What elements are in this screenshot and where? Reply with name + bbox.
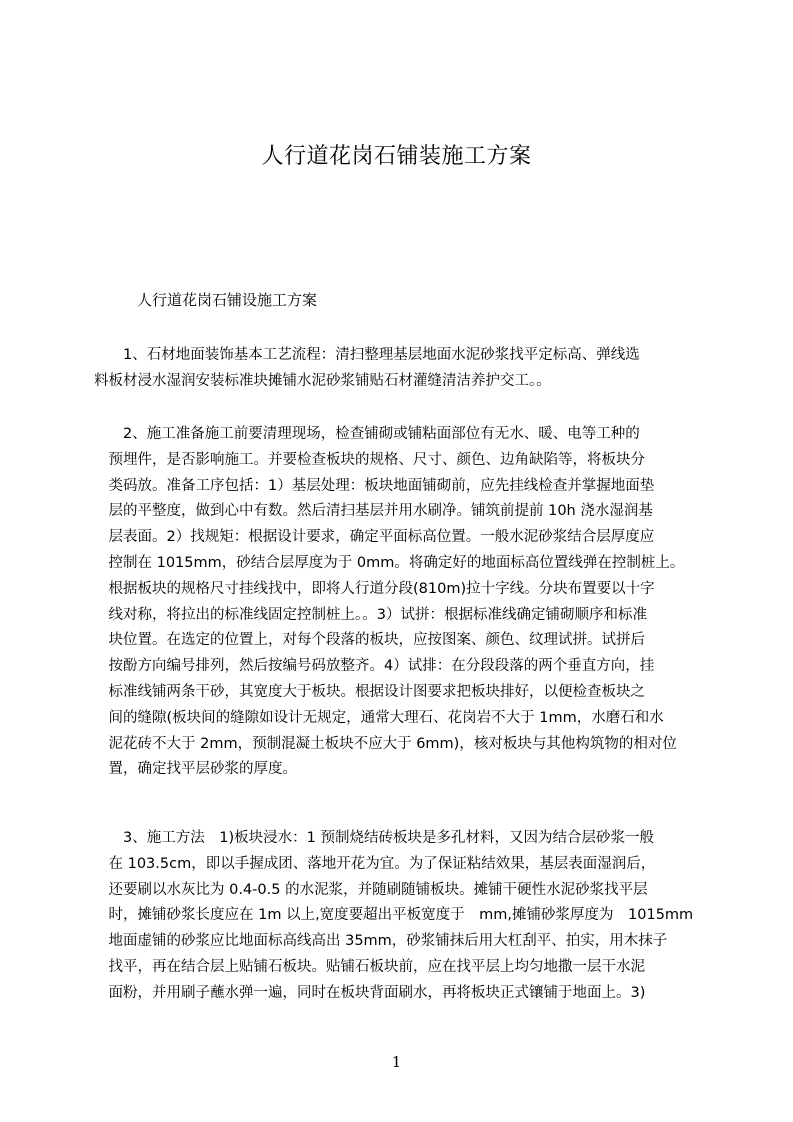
paragraph-line: 料板材浸水湿润安装标准块摊铺水泥砂浆铺贴石材灌缝清洁养护交工。。 xyxy=(94,372,551,389)
paragraph-line: 块位置。在选定的位置上，对每个段落的板块，应按图案、颜色、纹理试拼。试拼后 xyxy=(94,632,645,649)
paragraph-line: 面粉，并用刷子蘸水弹一遍，同时在板块背面刷水，再将板块正式镶铺于地面上。3) xyxy=(94,984,646,1001)
paragraph-line: 还要刷以水灰比为 0.4-0.5 的水泥浆，并随刷随铺板块。摊铺干硬性水泥砂浆找平层 xyxy=(94,881,648,898)
paragraph-line: 间的缝隙(板块间的缝隙如设计无规定，通常大理石、花岗岩不大于 1mm，水磨石和水 xyxy=(94,709,664,726)
paragraph-line: 1、石材地面装饰基本工艺流程：清扫整理基层地面水泥砂浆找平定标高、弹线选 xyxy=(94,347,640,363)
paragraph-2 xyxy=(94,422,712,783)
paragraph-line: 泥花砖不大于 2mm，预制混凝土板块不应大于 6mm)，核对板块与其他构筑物的相对位 xyxy=(94,735,677,752)
paragraph-line: 置，确定找平层砂浆的厚度。 xyxy=(94,761,297,778)
page-title: 人行道花岗石铺装施工方案 xyxy=(261,144,532,169)
paragraph-line: 层的平整度，做到心中有数。然后清扫基层并用水刷净。铺筑前提前 10h 浇水湿润基 xyxy=(94,503,653,520)
paragraph-line: 3、施工方法 1)板块浸水：1 预制烧结砖板块是多孔材料，又因为结合层砂浆一般 xyxy=(94,830,654,846)
paragraph-line: 类码放。准备工序包括：1）基层处理：板块地面铺砌前，应先挂线检查并掌握地面垫 xyxy=(94,477,655,494)
paragraph-line: 按酚方向编号排列，然后按编号码放整齐。4）试排：在分段段落的两个垂直方向，挂 xyxy=(94,658,655,675)
paragraph-line: 根据板块的规格尺寸挂线找中，即将人行道分段(810m)拉十字线。分块布置要以十字 xyxy=(94,580,655,597)
paragraph-line: 在 103.5cm，即以手握成团、落地开花为宜。为了保证粘结效果，基层表面湿润后， xyxy=(94,855,656,872)
paragraph-line: 地面虚铺的砂浆应比地面标高线高出 35mm，砂浆铺抹后用大杠刮平、拍实，用木抹子 xyxy=(94,933,668,950)
paragraph-line: 层表面。2）找规矩：根据设计要求，确定平面标高位置。一般水泥砂浆结合层厚度应 xyxy=(94,529,655,546)
paragraph-line: 标准线铺两条干砂，其宽度大于板块。根据设计图要求把板块排好，以便检查板块之 xyxy=(94,683,645,700)
page-number: 1 xyxy=(391,1053,402,1071)
paragraph-line: 线对称，将拉出的标准线固定控制桩上。。3）试拼：根据标准线确定铺砌顺序和标准 xyxy=(94,606,647,623)
paragraph-line: 时，摊铺砂浆长度应在 1m 以上,宽度要超出平板宽度于 mm,摊铺砂浆厚度为 1015mm xyxy=(94,907,694,924)
paragraph-line: 2、施工准备施工前要清理现场，检查铺砌或铺粘面部位有无水、暖、电等工种的 xyxy=(94,426,640,442)
subtitle: 人行道花岗石铺设施工方案 xyxy=(137,291,318,309)
paragraph-line: 控制在 1015mm，砂结合层厚度为于 0mm。将确定好的地面标高位置线弹在控制桩上。 xyxy=(94,554,685,571)
paragraph-3 xyxy=(94,826,712,1007)
paragraph-line: 预埋件，是否影响施工。并要检查板块的规格、尺寸、颜色、边角缺陷等，将板块分 xyxy=(94,451,645,468)
paragraph-1 xyxy=(94,343,712,395)
paragraph-line: 找平，再在结合层上贴铺石板块。贴铺石板块前，应在找平层上均匀地撒一层干水泥 xyxy=(94,958,645,975)
